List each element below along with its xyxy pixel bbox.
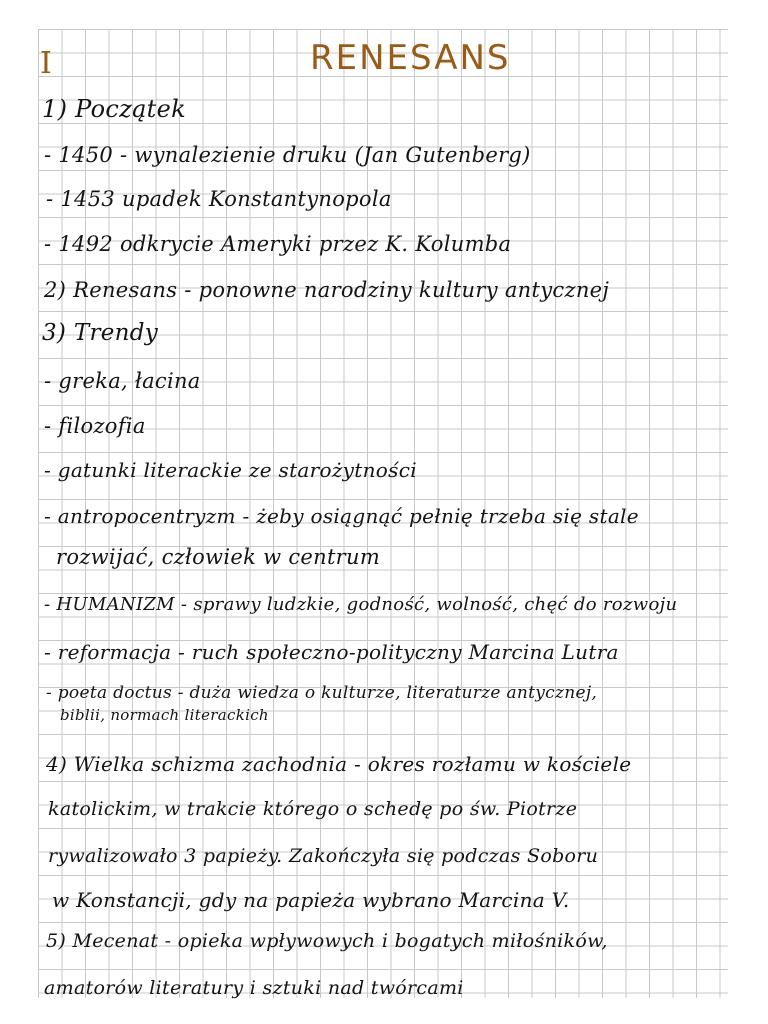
- note-line: - reformacja - ruch społeczno-polityczny Marcina Lutra: [44, 640, 619, 664]
- note-line: katolickim, w trakcie którego o schedę po św. Piotrze: [48, 798, 578, 820]
- note-line: - antropocentryzm - żeby osiągnąć pełnię trzeba się stale: [44, 504, 639, 528]
- section-numeral: I: [40, 46, 52, 81]
- note-line: 5) Mecenat - opieka wpływowych i bogatych miłośników,: [46, 930, 608, 952]
- note-line: - poeta doctus - duża wiedza o kulturze, literaturze antycznej,: [46, 683, 598, 703]
- note-line: 1) Początek: [42, 95, 186, 123]
- page-margin: [0, 998, 768, 1024]
- page-title: RENESANS: [310, 38, 511, 78]
- note-line: - 1450 - wynalezienie druku (Jan Gutenberg): [44, 143, 531, 167]
- note-line: - 1453 upadek Konstantynopola: [46, 187, 392, 211]
- note-line: biblii, normach literackich: [60, 706, 269, 724]
- note-line: w Konstancji, gdy na papieża wybrano Marcina V.: [52, 888, 570, 912]
- note-line: - HUMANIZM - sprawy ludzkie, godność, wolność, chęć do rozwoju: [44, 594, 678, 615]
- note-line: rozwijać, człowiek w centrum: [56, 545, 381, 569]
- note-line: rywalizowało 3 papieży. Zakończyła się podczas Soboru: [48, 845, 599, 867]
- page-margin: [0, 0, 768, 29]
- note-line: 4) Wielka schizma zachodnia - okres rozłamu w kościele: [46, 752, 632, 776]
- page-margin: [728, 0, 768, 1024]
- note-line: 2) Renesans - ponowne narodziny kultury antycznej: [44, 278, 610, 302]
- page-margin: [0, 0, 38, 1024]
- note-line: 3) Trendy: [42, 320, 159, 346]
- note-line: - greka, łacina: [44, 369, 201, 393]
- note-line: - gatunki literackie ze starożytności: [44, 458, 417, 482]
- note-line: - 1492 odkrycie Ameryki przez K. Kolumba: [44, 232, 512, 256]
- note-line: amatorów literatury i sztuki nad twórcami: [44, 977, 464, 999]
- note-line: - filozofia: [44, 414, 146, 438]
